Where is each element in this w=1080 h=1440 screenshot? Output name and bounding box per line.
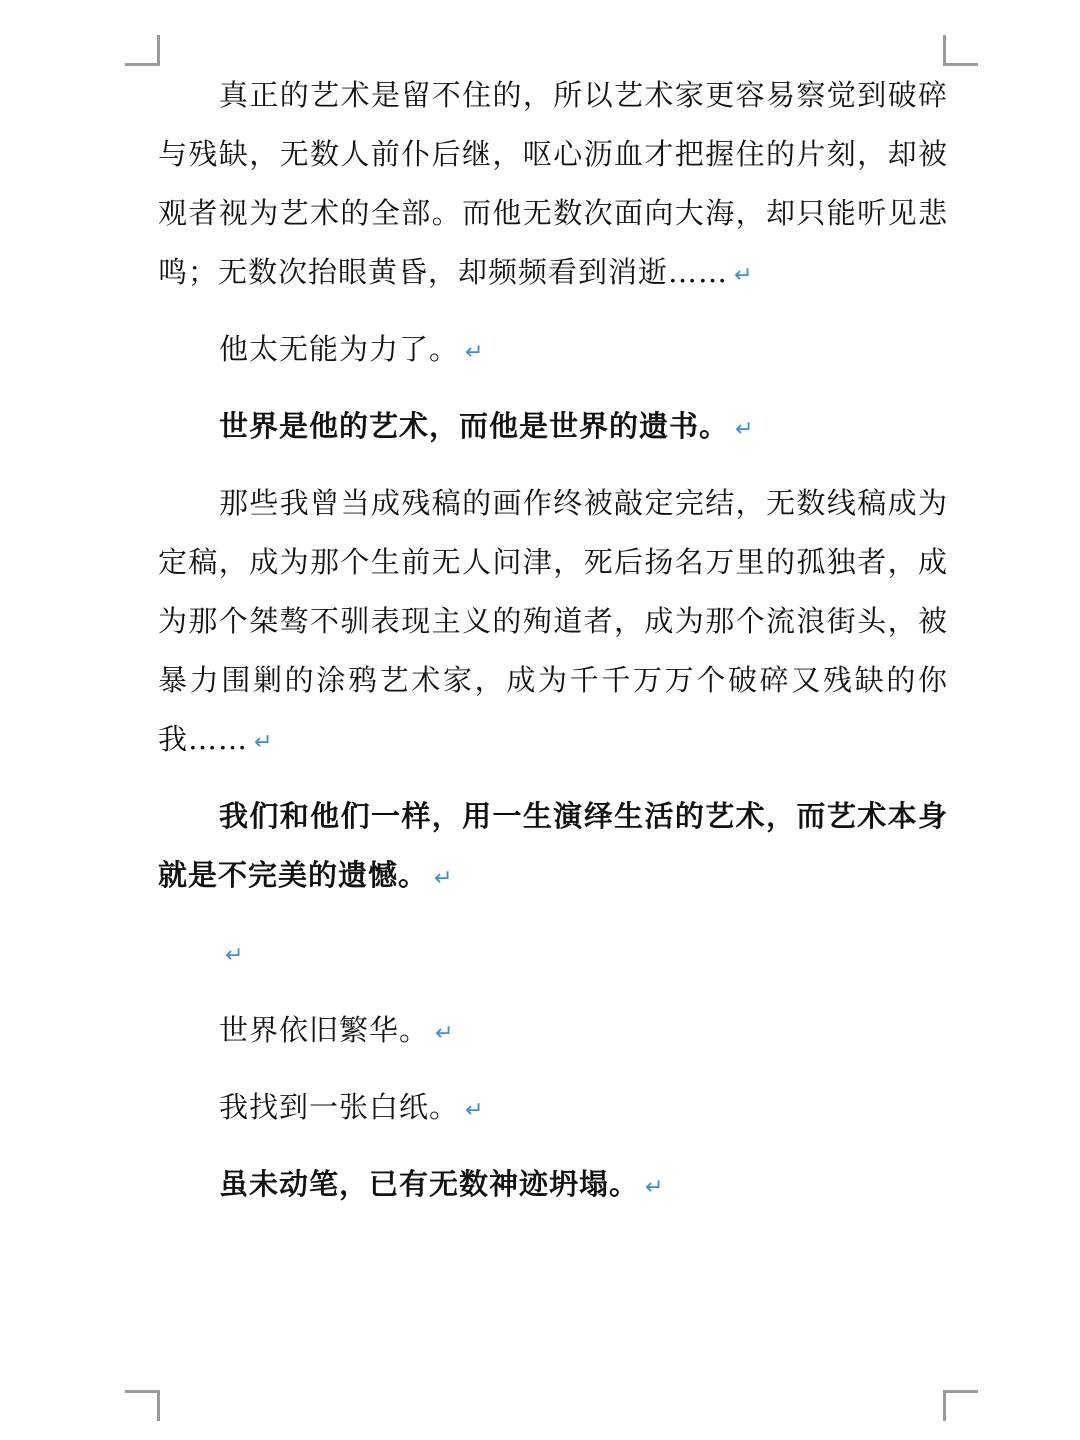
- paragraph-1[interactable]: [158, 66, 948, 305]
- paragraph-4[interactable]: [158, 474, 948, 772]
- paragraph-6-empty[interactable]: [158, 923, 948, 985]
- paragraph-text: 真正的艺术是留不住的，所以艺术家更容易察觉到破碎与残缺，无数人前仆后继，呕心沥血才把握住的片刻，却被观者视为艺术的全部。而他无数次面向大海，却只能听见悲鸣；无数次抬眼黄昏，却频频看到消逝……: [158, 78, 948, 289]
- paragraph-text: 我们和他们一样，用一生演绎生活的艺术，而艺术本身就是不完美的遗憾。: [158, 799, 948, 892]
- paragraph-5[interactable]: [158, 787, 948, 908]
- paragraph-9[interactable]: [158, 1155, 948, 1217]
- paragraph-8[interactable]: [158, 1078, 948, 1140]
- paragraph-text: 他太无能为力了。: [219, 332, 460, 366]
- paragraph-mark-icon: ↵: [735, 417, 755, 442]
- paragraph-text: 那些我曾当成残稿的画作终被敲定完结，无数线稿成为定稿，成为那个生前无人问津，死后扬名万里的孤独者，成为那个桀骜不驯表现主义的殉道者，成为那个流浪街头，被暴力围剿的涂鸦艺术家，成为千千万万个破碎又残缺的你我……: [158, 486, 948, 756]
- paragraph-text: 世界是他的艺术，而他是世界的遗书。: [219, 409, 730, 443]
- paragraph-mark-icon: ↵: [254, 730, 274, 755]
- paragraph-mark-icon: ↵: [225, 943, 245, 968]
- paragraph-mark-icon: ↵: [465, 340, 485, 365]
- document-body[interactable]: [158, 66, 948, 1217]
- paragraph-3[interactable]: [158, 397, 948, 459]
- paragraph-2[interactable]: [158, 320, 948, 382]
- margin-corner-top-right: [943, 35, 978, 66]
- paragraph-mark-icon: ↵: [465, 1098, 485, 1123]
- margin-corner-bottom-right: [943, 1390, 978, 1421]
- paragraph-mark-icon: ↵: [645, 1175, 665, 1200]
- paragraph-mark-icon: ↵: [734, 263, 754, 288]
- paragraph-7[interactable]: [158, 1001, 948, 1063]
- paragraph-mark-icon: ↵: [434, 866, 454, 891]
- paragraph-mark-icon: ↵: [435, 1021, 455, 1046]
- margin-corner-bottom-left: [125, 1390, 160, 1421]
- paragraph-text: 虽未动笔，已有无数神迹坍塌。: [219, 1167, 640, 1201]
- paragraph-text: 世界依旧繁华。: [219, 1013, 430, 1047]
- paragraph-text: 我找到一张白纸。: [219, 1090, 460, 1124]
- margin-corner-top-left: [125, 35, 160, 66]
